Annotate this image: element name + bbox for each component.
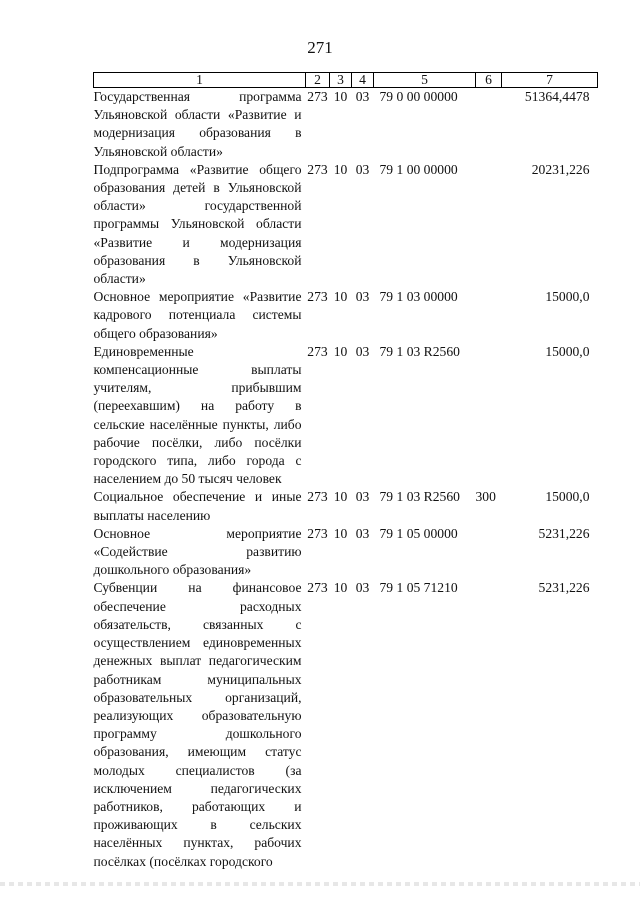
row-code-4: 03	[355, 489, 370, 505]
page-number: 271	[307, 38, 333, 57]
row-code-2: 273	[307, 161, 328, 177]
header-col-5: 5	[374, 73, 476, 88]
row-code-6	[476, 161, 502, 288]
table-header	[94, 73, 598, 88]
row-code-4: 03	[355, 161, 370, 177]
row-code-3: 10	[333, 161, 348, 177]
row-amount: 5231,226	[538, 580, 590, 596]
row-code-3: 10	[333, 489, 348, 505]
row-code-2: 273	[307, 343, 328, 359]
row-name: Государственная программа Ульяновской области «Развитие и модернизация образования в Ульяновской области»	[93, 89, 302, 159]
row-code-3: 10	[333, 580, 348, 596]
table-row	[94, 488, 598, 524]
row-name: Единовременные компенсационные выплаты учителям, прибывшим (переехавшим) на работу в сельские населённые пункты, либо рабочие посёлки, либо посёлки городского типа, либо города с населением до 50 тысяч человек	[93, 343, 302, 487]
budget-table	[93, 72, 598, 871]
row-code-2: 273	[307, 580, 328, 596]
row-code-2: 273	[307, 525, 328, 541]
row-code-4: 03	[355, 289, 370, 305]
row-code-2: 273	[307, 89, 328, 104]
row-amount: 15000,0	[545, 343, 590, 359]
row-code-3: 10	[333, 289, 348, 305]
table-row	[94, 343, 598, 489]
row-code-4: 03	[355, 525, 370, 541]
table-row	[94, 288, 598, 343]
row-code-5: 79 1 03 R2560	[379, 489, 460, 505]
header-col-3: 3	[330, 73, 352, 88]
row-code-6: 300	[475, 489, 496, 505]
row-code-5: 79 0 00 00000	[379, 89, 458, 104]
row-code-6	[476, 288, 502, 343]
row-code-3: 10	[333, 343, 348, 359]
row-amount: 5231,226	[538, 525, 590, 541]
table-row	[94, 579, 598, 870]
row-code-5: 79 1 05 00000	[379, 525, 458, 541]
row-code-5: 79 1 05 71210	[379, 580, 458, 596]
row-code-5: 79 1 03 R2560	[379, 343, 460, 359]
scan-edge-artifact	[0, 882, 640, 886]
row-name: Основное мероприятие «Содействие развитию дошкольного образования»	[93, 525, 302, 578]
row-code-6	[476, 343, 502, 489]
row-code-3: 10	[333, 525, 348, 541]
header-col-6: 6	[476, 73, 502, 88]
row-amount: 51364,4478	[524, 89, 590, 104]
row-amount: 15000,0	[545, 489, 590, 505]
table-row	[94, 161, 598, 288]
row-code-6	[476, 88, 502, 161]
row-code-4: 03	[355, 89, 370, 104]
row-amount: 15000,0	[545, 289, 590, 305]
table-row	[94, 525, 598, 580]
table-row	[94, 88, 598, 161]
row-code-2: 273	[307, 289, 328, 305]
header-col-7: 7	[502, 73, 598, 88]
row-code-2: 273	[307, 489, 328, 505]
row-code-4: 03	[355, 580, 370, 596]
header-col-1: 1	[94, 73, 306, 88]
row-amount: 20231,226	[531, 161, 590, 177]
row-name: Субвенции на финансовое обеспечение расходных обязательств, связанных с осуществлением единовременных денежных выплат педагогическим работникам муниципальных образовательных организаций, реализующих образовательную программу дошкольного образования, имеющим статус молодых специалистов (за исключением педагогических работников, работающих и проживающих в сельских населённых пунктах, рабочих посёлках (посёлках городского	[93, 580, 302, 869]
row-name: Основное мероприятие «Развитие кадрового потенциала системы общего образования»	[93, 289, 302, 341]
row-code-5: 79 1 00 00000	[379, 161, 458, 177]
header-col-4: 4	[352, 73, 374, 88]
row-code-5: 79 1 03 00000	[379, 289, 458, 305]
row-code-6	[476, 525, 502, 580]
row-name: Подпрограмма «Развитие общего образования детей в Ульяновской области» государственной программы Ульяновской области «Развитие и модернизация образования в Ульяновской области»	[93, 161, 302, 287]
row-code-6	[476, 579, 502, 870]
row-code-4: 03	[355, 343, 370, 359]
header-col-2: 2	[306, 73, 330, 88]
row-name: Социальное обеспечение и иные выплаты населению	[93, 489, 302, 523]
row-code-3: 10	[333, 89, 348, 104]
